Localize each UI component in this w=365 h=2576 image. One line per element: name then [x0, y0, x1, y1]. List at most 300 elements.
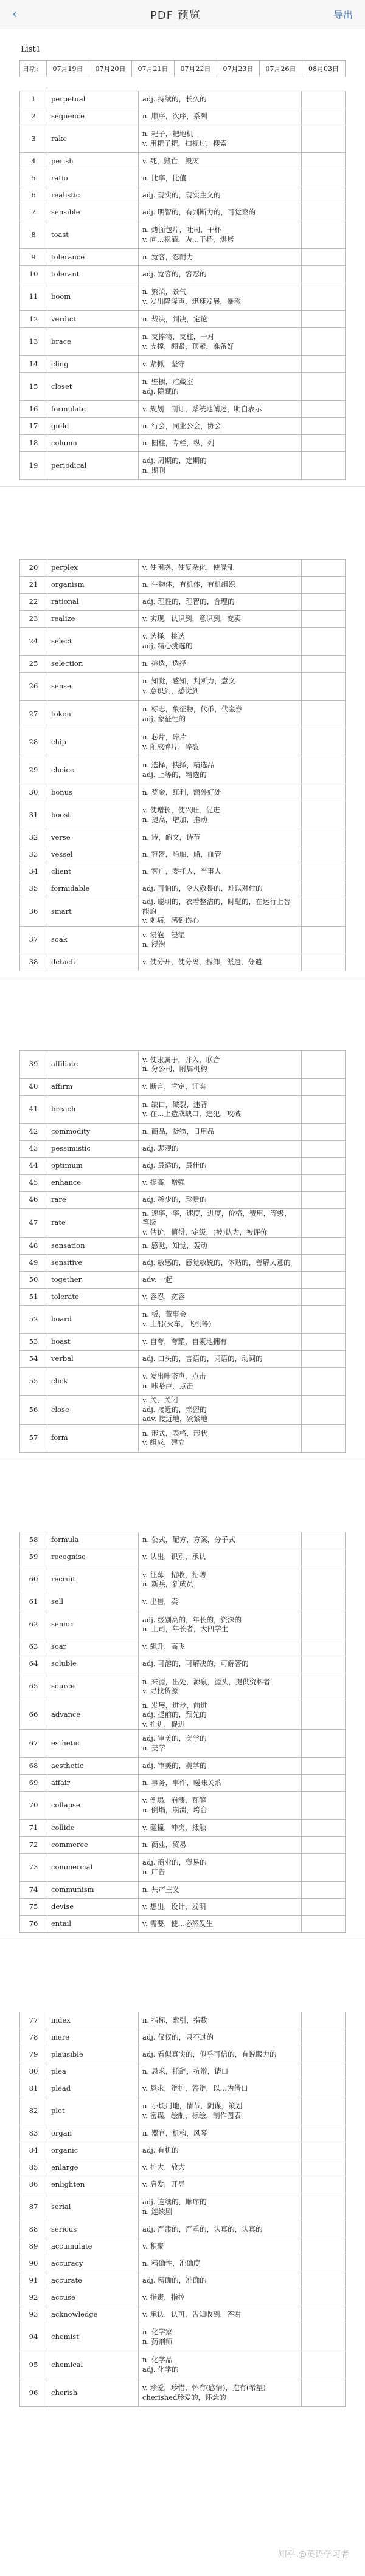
check-cell: [302, 611, 346, 628]
word-number: 34: [20, 863, 47, 880]
check-cell: [302, 801, 346, 829]
check-cell: [302, 2142, 346, 2159]
word-number: 39: [20, 1050, 47, 1078]
word-number: 56: [20, 1396, 47, 1425]
word-number: 58: [20, 1532, 47, 1549]
meaning-cell: n. 指标，索引，指数: [139, 2012, 302, 2029]
table-row: [20, 401, 346, 418]
table-row: [20, 1656, 346, 1673]
table-row: [20, 221, 346, 249]
meaning-cell: adj. 有机的: [139, 2142, 302, 2159]
word-number: 6: [20, 187, 47, 204]
table-row: [20, 1123, 346, 1140]
check-cell: [302, 1255, 346, 1272]
check-cell: [302, 108, 346, 125]
meaning-cell: adj. 仅仅的，只不过的: [139, 2029, 302, 2046]
word-cell: plead: [47, 2080, 139, 2097]
meaning-cell: adj. 明智的，有判断力的，可觉察的: [139, 204, 302, 221]
table-row: [20, 611, 346, 628]
word-cell: chip: [47, 728, 139, 756]
meaning-cell: adj. 口头的，言语的，词语的，动词的: [139, 1351, 302, 1368]
check-cell: [302, 1140, 346, 1157]
check-cell: [302, 926, 346, 954]
meaning-cell: v. 容忍，宽容: [139, 1289, 302, 1306]
meaning-cell: adj. 审美的，美学的: [139, 1758, 302, 1775]
check-cell: [302, 1701, 346, 1730]
meaning-cell: adj. 敏感的，感觉敏锐的，体贴的，善解人意的: [139, 1255, 302, 1272]
word-number: 33: [20, 846, 47, 863]
word-number: 85: [20, 2159, 47, 2176]
word-cell: toast: [47, 221, 139, 249]
word-cell: entail: [47, 1916, 139, 1933]
word-number: 89: [20, 2238, 47, 2255]
word-cell: verse: [47, 829, 139, 846]
meaning-cell: n. 繁荣，景气 v. 发出隆隆声，迅速发展，暴涨: [139, 283, 302, 311]
word-number: 79: [20, 2046, 47, 2063]
word-number: 96: [20, 2379, 47, 2407]
word-number: 36: [20, 897, 47, 927]
word-cell: choice: [47, 756, 139, 784]
meaning-cell: n. 共产主义: [139, 1882, 302, 1899]
meaning-cell: n. 宽容，忍耐力: [139, 249, 302, 266]
check-cell: [302, 1758, 346, 1775]
check-cell: [302, 863, 346, 880]
word-number: 64: [20, 1656, 47, 1673]
word-cell: serious: [47, 2221, 139, 2238]
word-number: 86: [20, 2176, 47, 2193]
table-row: [20, 1351, 346, 1368]
check-cell: [302, 2029, 346, 2046]
word-cell: client: [47, 863, 139, 880]
word-cell: plot: [47, 2097, 139, 2125]
word-number: 30: [20, 784, 47, 801]
table-row: [20, 560, 346, 577]
word-number: 9: [20, 249, 47, 266]
table-row: [20, 356, 346, 373]
meaning-cell: n. 生物体，有机体，有机组织: [139, 577, 302, 594]
word-cell: devise: [47, 1899, 139, 1916]
table-row: [20, 1532, 346, 1549]
meaning-cell: v. 飙升，高飞: [139, 1639, 302, 1656]
table-row: [20, 1775, 346, 1792]
word-number: 38: [20, 954, 47, 971]
table-row: [20, 1208, 346, 1238]
check-cell: [302, 1306, 346, 1334]
table-row: [20, 328, 346, 356]
meaning-cell: v. 浸泡，浸湿 n. 浸泡: [139, 926, 302, 954]
word-cell: rake: [47, 125, 139, 153]
meaning-cell: adj. 稀少的，珍贵的: [139, 1191, 302, 1208]
meaning-cell: n. 客户，委托人，当事人: [139, 863, 302, 880]
word-cell: perish: [47, 153, 139, 170]
date-cell: 07月22日: [175, 61, 217, 77]
word-cell: guild: [47, 418, 139, 435]
check-cell: [302, 2176, 346, 2193]
table-row: [20, 2289, 346, 2306]
check-cell: [302, 846, 346, 863]
check-cell: [302, 784, 346, 801]
check-cell: [302, 452, 346, 480]
table-row: [20, 1899, 346, 1916]
check-cell: [302, 2379, 346, 2407]
table-row: [20, 2272, 346, 2289]
check-cell: [302, 1837, 346, 1854]
pdf-page: [19, 1532, 346, 1933]
word-cell: verbal: [47, 1351, 139, 1368]
table-row: [20, 1758, 346, 1775]
check-cell: [302, 2221, 346, 2238]
word-cell: form: [47, 1424, 139, 1452]
word-number: 17: [20, 418, 47, 435]
word-cell: accuse: [47, 2289, 139, 2306]
table-row: [20, 628, 346, 656]
word-number: 10: [20, 266, 47, 283]
meaning-cell: adj. 聪明的，衣着整洁的，时髦的，在运行上智能的 v. 刺痛，感到伤心: [139, 897, 302, 927]
check-cell: [302, 1238, 346, 1255]
meaning-cell: v. 自夸，夸耀，自豪地拥有: [139, 1334, 302, 1351]
meaning-cell: adj. 周期的，定期的 n. 期刊: [139, 452, 302, 480]
word-cell: realize: [47, 611, 139, 628]
check-cell: [302, 2306, 346, 2323]
check-cell: [302, 628, 346, 656]
word-cell: plausible: [47, 2046, 139, 2063]
word-cell: enlarge: [47, 2159, 139, 2176]
word-number: 92: [20, 2289, 47, 2306]
page-break: [0, 486, 365, 546]
word-cell: click: [47, 1368, 139, 1396]
meaning-cell: n. 选择，抉择，精选品 adj. 上等的，精选的: [139, 756, 302, 784]
table-row: [20, 2046, 346, 2063]
table-row: [20, 2029, 346, 2046]
check-cell: [302, 954, 346, 971]
meaning-cell: n. 发展，进步，前进 adj. 提前的，预先的 v. 推进，促进: [139, 1701, 302, 1730]
word-cell: vessel: [47, 846, 139, 863]
word-cell: soluble: [47, 1656, 139, 1673]
word-cell: token: [47, 701, 139, 728]
word-cell: periodical: [47, 452, 139, 480]
check-cell: [302, 221, 346, 249]
table-row: [20, 2176, 346, 2193]
date-cell: 07月19日: [47, 61, 89, 77]
word-number: 41: [20, 1095, 47, 1123]
meaning-cell: v. 规划，制订，系统地阐述，明白表示: [139, 401, 302, 418]
meaning-cell: n. 顺序，次序，系列: [139, 108, 302, 125]
check-cell: [302, 2255, 346, 2272]
word-cell: tolerance: [47, 249, 139, 266]
table-row: [20, 283, 346, 311]
table-row: [20, 187, 346, 204]
word-number: 65: [20, 1673, 47, 1701]
table-row: [20, 1820, 346, 1837]
meaning-cell: n. 商业，贸易: [139, 1837, 302, 1854]
meaning-cell: adj. 悲观的: [139, 1140, 302, 1157]
meaning-cell: n. 耙子，耙地机 v. 用耙子耙，扫视过，搜索: [139, 125, 302, 153]
word-cell: sell: [47, 1594, 139, 1611]
table-row: [20, 1639, 346, 1656]
word-cell: cherish: [47, 2379, 139, 2407]
word-number: 13: [20, 328, 47, 356]
meaning-cell: v. 认出，识别，承认: [139, 1549, 302, 1566]
table-row: [20, 373, 346, 401]
table-row: [20, 829, 346, 846]
table-row: [20, 1272, 346, 1289]
word-cell: close: [47, 1396, 139, 1425]
word-cell: column: [47, 435, 139, 452]
table-row: [20, 1566, 346, 1594]
word-cell: verdict: [47, 311, 139, 328]
check-cell: [302, 1157, 346, 1174]
vocabulary-table: [19, 2012, 346, 2407]
pdf-content[interactable]: [0, 29, 365, 2407]
word-number: 52: [20, 1306, 47, 1334]
check-cell: [302, 1820, 346, 1837]
word-cell: brace: [47, 328, 139, 356]
word-cell: sensitive: [47, 1255, 139, 1272]
check-cell: [302, 1532, 346, 1549]
word-cell: cling: [47, 356, 139, 373]
check-cell: [302, 2125, 346, 2142]
meaning-cell: n. 裁决，判决，定论: [139, 311, 302, 328]
word-number: 61: [20, 1594, 47, 1611]
table-row: [20, 2159, 346, 2176]
meaning-cell: v. 选择，挑选 adj. 精心挑选的: [139, 628, 302, 656]
meaning-cell: v. 想出，设计，发明: [139, 1899, 302, 1916]
table-row: [20, 1050, 346, 1078]
meaning-cell: adv. 一起: [139, 1272, 302, 1289]
word-number: 1: [20, 91, 47, 108]
word-cell: accurate: [47, 2272, 139, 2289]
meaning-cell: adj. 连续的，顺序的 n. 连续剧: [139, 2193, 302, 2221]
word-cell: index: [47, 2012, 139, 2029]
check-cell: [302, 1396, 346, 1425]
check-cell: [302, 1549, 346, 1566]
word-number: 40: [20, 1078, 47, 1095]
check-cell: [302, 673, 346, 701]
top-bar: [0, 0, 365, 29]
word-number: 21: [20, 577, 47, 594]
table-row: [20, 2306, 346, 2323]
table-row: [20, 1594, 346, 1611]
word-cell: organic: [47, 2142, 139, 2159]
meaning-cell: adj. 最适的，最佳的: [139, 1157, 302, 1174]
check-cell: [302, 701, 346, 728]
word-cell: boom: [47, 283, 139, 311]
check-cell: [302, 187, 346, 204]
check-cell: [302, 1289, 346, 1306]
word-cell: enlighten: [47, 2176, 139, 2193]
meaning-cell: n. 来源，出处，源泉，源头，提供资料者 v. 寻找货源: [139, 1673, 302, 1701]
word-cell: together: [47, 1272, 139, 1289]
word-number: 71: [20, 1820, 47, 1837]
word-cell: senior: [47, 1611, 139, 1639]
word-number: 25: [20, 656, 47, 673]
word-cell: affair: [47, 1775, 139, 1792]
export-button[interactable]: 导出: [333, 9, 353, 21]
check-cell: [302, 170, 346, 187]
table-row: [20, 125, 346, 153]
word-cell: chemical: [47, 2351, 139, 2379]
word-cell: rate: [47, 1208, 139, 1238]
check-cell: [302, 1272, 346, 1289]
table-row: [20, 728, 346, 756]
word-cell: affiliate: [47, 1050, 139, 1078]
word-number: 84: [20, 2142, 47, 2159]
word-cell: chemist: [47, 2323, 139, 2351]
meaning-cell: v. 使困惑，使复杂化，使混乱: [139, 560, 302, 577]
word-number: 57: [20, 1424, 47, 1452]
meaning-cell: v. 使隶属于，并入，联合 n. 分公司，附属机构: [139, 1050, 302, 1078]
check-cell: [302, 2080, 346, 2097]
back-icon[interactable]: ‹: [12, 6, 18, 22]
check-cell: [302, 1639, 346, 1656]
check-cell: [302, 829, 346, 846]
meaning-cell: v. 指责，指控: [139, 2289, 302, 2306]
table-row: [20, 880, 346, 897]
check-cell: [302, 756, 346, 784]
table-row: [20, 1730, 346, 1758]
word-number: 43: [20, 1140, 47, 1157]
word-number: 78: [20, 2029, 47, 2046]
check-cell: [302, 1882, 346, 1899]
meaning-cell: n. 形式，表格，形状 v. 组成，建立: [139, 1424, 302, 1452]
table-row: [20, 204, 346, 221]
word-number: 22: [20, 594, 47, 611]
word-number: 62: [20, 1611, 47, 1639]
check-cell: [302, 1656, 346, 1673]
meaning-cell: adj. 现实的，现实主义的: [139, 187, 302, 204]
word-number: 55: [20, 1368, 47, 1396]
date-cell: 07月23日: [217, 61, 260, 77]
word-number: 54: [20, 1351, 47, 1368]
check-cell: [302, 2238, 346, 2255]
word-number: 16: [20, 401, 47, 418]
word-cell: closet: [47, 373, 139, 401]
word-cell: perpetual: [47, 91, 139, 108]
table-row: [20, 1157, 346, 1174]
table-row: [20, 656, 346, 673]
date-cell: 07月20日: [89, 61, 132, 77]
word-number: 76: [20, 1916, 47, 1933]
word-cell: perplex: [47, 560, 139, 577]
meaning-cell: v. 紧抓，坚守: [139, 356, 302, 373]
word-cell: formulate: [47, 401, 139, 418]
check-cell: [302, 1916, 346, 1933]
vocabulary-table: [19, 1050, 346, 1453]
check-cell: [302, 1673, 346, 1701]
table-row: [20, 2142, 346, 2159]
check-cell: [302, 1191, 346, 1208]
word-cell: organism: [47, 577, 139, 594]
check-cell: [302, 2097, 346, 2125]
word-cell: detach: [47, 954, 139, 971]
meaning-cell: n. 壁橱，贮藏室 adj. 隐藏的: [139, 373, 302, 401]
meaning-cell: v. 死，毁亡，毁灭: [139, 153, 302, 170]
date-cell: 07月21日: [132, 61, 175, 77]
meaning-cell: n. 诗，韵文，诗节: [139, 829, 302, 846]
check-cell: [302, 311, 346, 328]
word-cell: selection: [47, 656, 139, 673]
table-row: [20, 1306, 346, 1334]
check-cell: [302, 880, 346, 897]
meaning-cell: v. 断言，肯定，证实: [139, 1078, 302, 1095]
meaning-cell: n. 缺口，破裂，违背 v. 在…上造成缺口，违犯，攻破: [139, 1095, 302, 1123]
word-number: 19: [20, 452, 47, 480]
check-cell: [302, 2323, 346, 2351]
word-number: 3: [20, 125, 47, 153]
word-cell: commodity: [47, 1123, 139, 1140]
check-cell: [302, 2193, 346, 2221]
table-row: [20, 1255, 346, 1272]
check-cell: [302, 249, 346, 266]
check-cell: [302, 2289, 346, 2306]
date-cell: 07月26日: [260, 61, 302, 77]
meaning-cell: v. 恳求，辩护，答辩，以…为借口: [139, 2080, 302, 2097]
check-cell: [302, 1566, 346, 1594]
table-row: [20, 1673, 346, 1701]
meaning-cell: n. 行会，同业公会，协会: [139, 418, 302, 435]
word-number: 94: [20, 2323, 47, 2351]
word-number: 93: [20, 2306, 47, 2323]
table-row: [20, 1424, 346, 1452]
meaning-cell: n. 比率，比值: [139, 170, 302, 187]
word-cell: tolerant: [47, 266, 139, 283]
table-row: [20, 673, 346, 701]
table-row: [20, 1334, 346, 1351]
check-cell: [302, 1730, 346, 1758]
table-row: [20, 577, 346, 594]
check-cell: [302, 2012, 346, 2029]
table-row: [20, 266, 346, 283]
meaning-cell: v. 倒塌，崩溃，瓦解 n. 倒塌，崩溃，垮台: [139, 1792, 302, 1820]
word-number: 32: [20, 829, 47, 846]
meaning-cell: adj. 可溶的，可解决的，可解答的: [139, 1656, 302, 1673]
word-number: 83: [20, 2125, 47, 2142]
check-cell: [302, 1078, 346, 1095]
word-number: 5: [20, 170, 47, 187]
check-cell: [302, 373, 346, 401]
word-number: 14: [20, 356, 47, 373]
word-cell: optimum: [47, 1157, 139, 1174]
check-cell: [302, 328, 346, 356]
table-row: [20, 418, 346, 435]
check-cell: [302, 356, 346, 373]
meaning-cell: n. 事务，事件，暧昧关系: [139, 1775, 302, 1792]
word-cell: rare: [47, 1191, 139, 1208]
table-row: [20, 784, 346, 801]
word-cell: sensible: [47, 204, 139, 221]
table-row: [20, 108, 346, 125]
meaning-cell: n. 器官，机构，风琴: [139, 2125, 302, 2142]
check-cell: [302, 1123, 346, 1140]
meaning-cell: adj. 审美的，美学的 n. 美学: [139, 1730, 302, 1758]
word-number: 15: [20, 373, 47, 401]
check-cell: [302, 266, 346, 283]
table-row: [20, 1078, 346, 1095]
check-cell: [302, 2272, 346, 2289]
word-number: 35: [20, 880, 47, 897]
word-number: 60: [20, 1566, 47, 1594]
meaning-cell: v. 发出咔嗒声，点击 n. 咔嗒声，点击: [139, 1368, 302, 1396]
word-cell: formidable: [47, 880, 139, 897]
check-cell: [302, 728, 346, 756]
table-row: [20, 1396, 346, 1425]
word-cell: soak: [47, 926, 139, 954]
table-row: [20, 1611, 346, 1639]
word-cell: serial: [47, 2193, 139, 2221]
word-number: 80: [20, 2063, 47, 2080]
meaning-cell: adj. 精确的，准确的: [139, 2272, 302, 2289]
table-row: [20, 1549, 346, 1566]
